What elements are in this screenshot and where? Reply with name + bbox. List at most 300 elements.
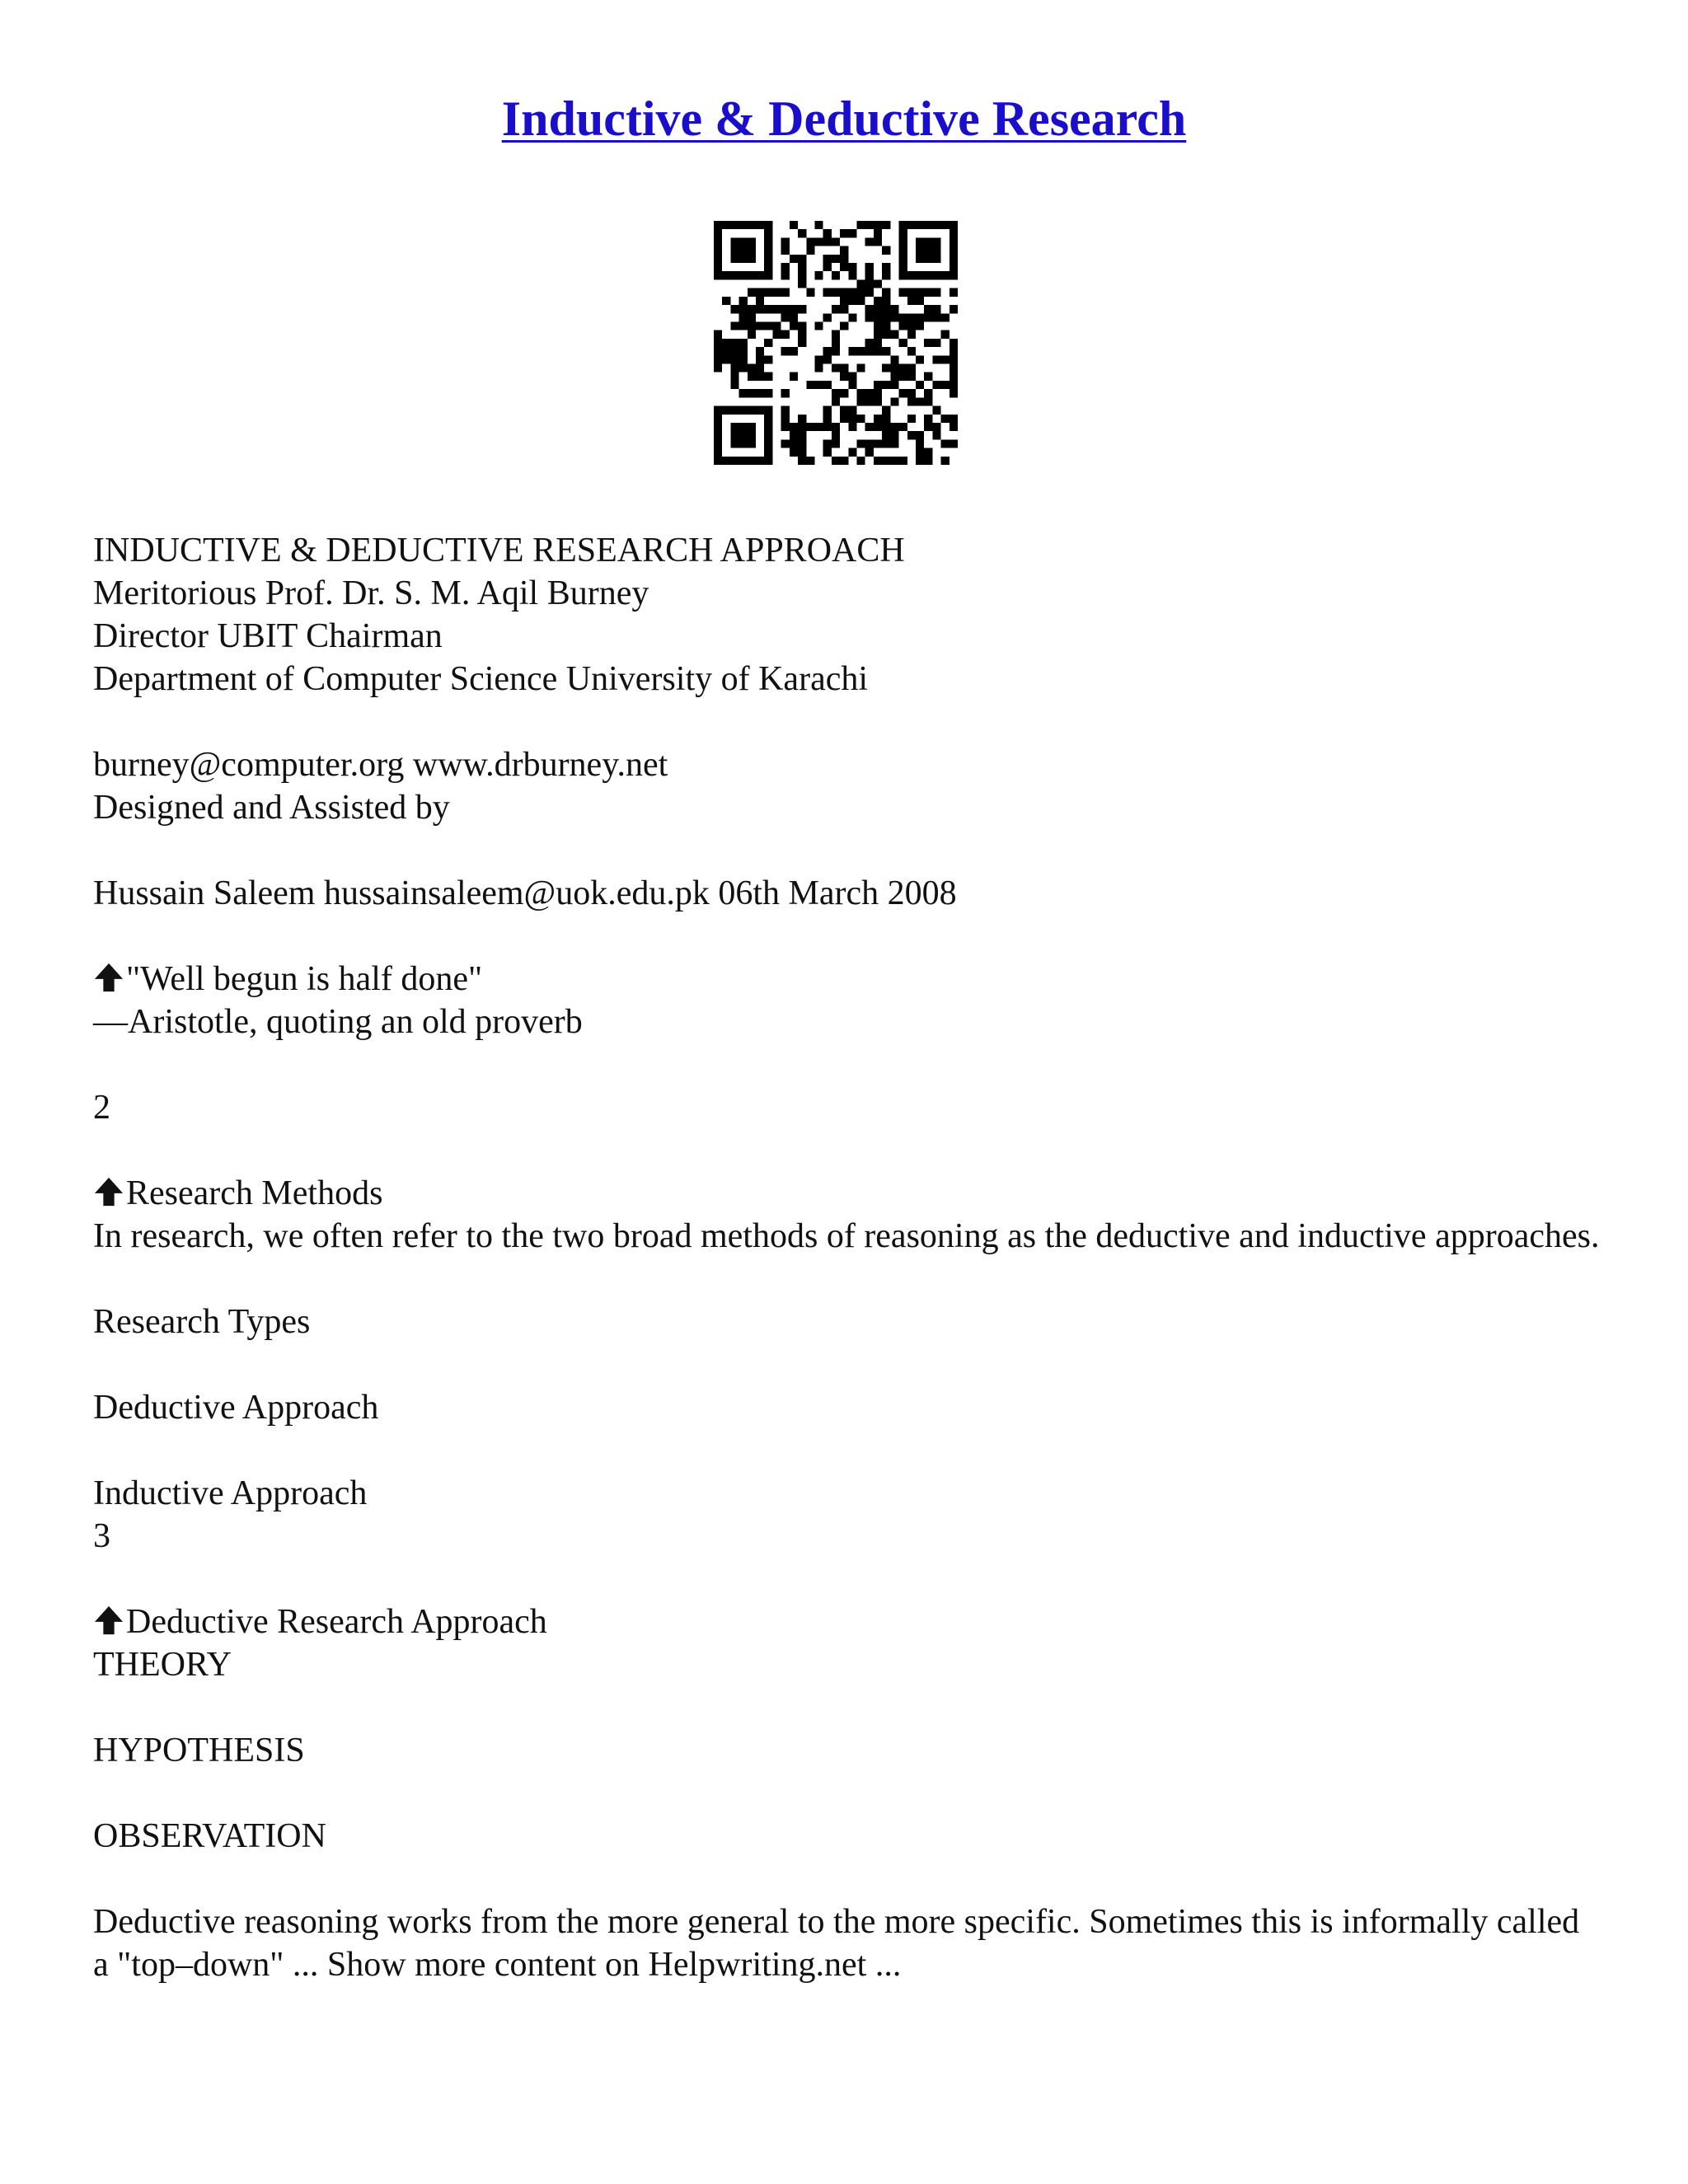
qr-module: [874, 439, 882, 448]
qr-module: [798, 271, 806, 279]
qr-module: [950, 263, 958, 271]
page-title: [0, 89, 1688, 148]
qr-module: [823, 347, 832, 355]
qr-module: [950, 271, 958, 279]
spacer: [93, 1558, 1601, 1601]
qr-module: [932, 288, 940, 297]
qr-module: [823, 423, 832, 431]
qr-module: [764, 439, 772, 448]
qr-module: [772, 288, 781, 297]
qr-module: [781, 389, 790, 397]
qr-module: [722, 457, 730, 465]
qr-module: [840, 415, 848, 423]
qr-module: [874, 397, 882, 405]
qr-module: [756, 297, 764, 305]
qr-module: [865, 288, 874, 297]
qr-module: [874, 457, 882, 465]
qr-module: [941, 355, 950, 363]
qr-module: [907, 415, 916, 423]
qr-module: [916, 313, 924, 321]
qr-module: [739, 321, 748, 330]
qr-module: [781, 415, 790, 423]
qr-module: [798, 305, 806, 313]
qr-module: [950, 423, 958, 431]
qr-module: [840, 229, 848, 237]
qr-module: [714, 406, 722, 415]
qr-module: [781, 305, 790, 313]
qr-module: [840, 389, 848, 397]
qr-module: [865, 439, 874, 448]
spacer: [93, 701, 1601, 743]
qr-module: [730, 221, 738, 229]
qr-module: [899, 263, 907, 271]
qr-module: [890, 364, 898, 373]
up-arrow-icon: [93, 1176, 124, 1207]
qr-module: [798, 279, 806, 288]
qr-module: [832, 347, 840, 355]
qr-module: [899, 321, 907, 330]
up-arrow-icon: [93, 1605, 124, 1636]
qr-module: [907, 373, 916, 381]
qr-module: [714, 221, 722, 229]
qr-module: [907, 221, 916, 229]
qr-module: [848, 373, 856, 381]
header-heading: INDUCTIVE & DEDUCTIVE RESEARCH APPROACH: [93, 532, 905, 569]
qr-module: [941, 457, 950, 465]
qr-module: [840, 263, 848, 271]
qr-module: [907, 389, 916, 397]
qr-module: [832, 431, 840, 439]
qr-module: [814, 237, 823, 246]
qr-module: [907, 321, 916, 330]
qr-module: [848, 347, 856, 355]
qr-module: [764, 321, 772, 330]
qr-module: [756, 321, 764, 330]
qr-module: [798, 439, 806, 448]
qr-module: [932, 313, 940, 321]
qr-module: [899, 246, 907, 255]
slide-quote-line: [93, 958, 1601, 1001]
qr-module: [857, 364, 865, 373]
qr-module: [748, 406, 756, 415]
qr-module: [882, 439, 890, 448]
document-body: [93, 529, 1601, 1986]
qr-module: [857, 389, 865, 397]
qr-module: [857, 288, 865, 297]
qr-module: [865, 389, 874, 397]
qr-module: [823, 448, 832, 457]
quote-text: "Well begun is half done": [126, 960, 483, 998]
qr-module: [730, 406, 738, 415]
qr-module: [857, 347, 865, 355]
qr-module: [950, 339, 958, 347]
qr-module: [899, 364, 907, 373]
qr-module: [840, 364, 848, 373]
qr-module: [790, 221, 798, 229]
qr-module: [730, 339, 738, 347]
qr-module: [865, 305, 874, 313]
qr-module: [781, 263, 790, 271]
qr-module: [840, 246, 848, 255]
spacer: [93, 915, 1601, 958]
qr-module: [756, 406, 764, 415]
qr-module: [798, 448, 806, 457]
qr-module: [848, 415, 856, 423]
qr-module: [882, 271, 890, 279]
qr-module: [907, 431, 916, 439]
qr-module: [899, 313, 907, 321]
qr-module: [739, 221, 748, 229]
qr-module: [764, 263, 772, 271]
qr-module: [714, 246, 722, 255]
qr-module: [764, 355, 772, 363]
qr-module: [840, 255, 848, 263]
qr-module: [874, 305, 882, 313]
qr-module: [882, 406, 890, 415]
qr-module: [916, 431, 924, 439]
qr-module: [874, 415, 882, 423]
qr-module: [865, 263, 874, 271]
qr-module: [882, 221, 890, 229]
qr-module: [924, 221, 932, 229]
qr-module: [722, 221, 730, 229]
qr-module: [790, 305, 798, 313]
qr-module: [739, 297, 748, 305]
qr-module: [764, 457, 772, 465]
author-department: Department of Computer Science University of Karachi: [93, 660, 869, 698]
qr-module: [756, 221, 764, 229]
qr-module: [714, 263, 722, 271]
qr-module: [714, 330, 722, 339]
qr-module: [714, 255, 722, 263]
qr-module: [748, 305, 756, 313]
qr-module: [950, 355, 958, 363]
qr-module: [840, 373, 848, 381]
qr-module: [764, 448, 772, 457]
qr-module: [907, 288, 916, 297]
qr-module: [916, 271, 924, 279]
qr-module: [950, 364, 958, 373]
qr-module: [832, 457, 840, 465]
qr-module: [756, 271, 764, 279]
qr-module: [756, 364, 764, 373]
qr-module: [899, 339, 907, 347]
qr-module: [874, 381, 882, 389]
qr-module: [781, 439, 790, 448]
qr-module: [932, 381, 940, 389]
qr-module: [848, 423, 856, 431]
qr-module: [714, 355, 722, 363]
qr-module: [857, 221, 865, 229]
qr-module: [764, 246, 772, 255]
qr-module: [950, 221, 958, 229]
slide-paragraph: Deductive reasoning works from the more general to the more specific. Sometimes this is informally called a "top–down" ... Show more content on Helpwriting.net ...: [93, 1903, 1580, 1984]
qr-module: [874, 423, 882, 431]
qr-module: [814, 364, 823, 373]
qr-module: [932, 271, 940, 279]
qr-module: [832, 339, 840, 347]
qr-module: [865, 347, 874, 355]
hypothesis-label: HYPOTHESIS: [93, 1732, 305, 1769]
qr-module: [730, 457, 738, 465]
qr-module: [748, 439, 756, 448]
qr-module: [941, 271, 950, 279]
qr-module: [874, 221, 882, 229]
qr-module: [932, 339, 940, 347]
qr-module: [823, 255, 832, 263]
qr-module: [832, 364, 840, 373]
qr-module: [916, 288, 924, 297]
qr-module: [756, 373, 764, 381]
qr-module: [932, 221, 940, 229]
qr-module: [832, 330, 840, 339]
qr-module: [764, 373, 772, 381]
qr-module: [798, 431, 806, 439]
qr-module: [882, 364, 890, 373]
qr-module: [832, 389, 840, 397]
qr-module: [916, 448, 924, 457]
qr-module: [714, 229, 722, 237]
qr-module: [739, 255, 748, 263]
qr-module: [848, 313, 856, 321]
author-contact: burney@computer.org www.drburney.net: [93, 746, 668, 784]
qr-module: [882, 288, 890, 297]
qr-module: [739, 313, 748, 321]
qr-module: [874, 229, 882, 237]
qr-module: [739, 457, 748, 465]
qr-module: [790, 255, 798, 263]
qr-module: [806, 237, 814, 246]
qr-module: [874, 330, 882, 339]
qr-module: [823, 355, 832, 363]
qr-module: [832, 439, 840, 448]
qr-module: [790, 313, 798, 321]
qr-module: [874, 389, 882, 397]
qr-module: [739, 305, 748, 313]
spacer: [93, 1686, 1601, 1729]
qr-module: [764, 271, 772, 279]
qr-module: [832, 397, 840, 405]
qr-module: [916, 297, 924, 305]
qr-module: [857, 457, 865, 465]
qr-module: [823, 406, 832, 415]
qr-module: [730, 271, 738, 279]
qr-module: [924, 255, 932, 263]
qr-module: [941, 313, 950, 321]
qr-module: [823, 263, 832, 271]
qr-module: [950, 305, 958, 313]
qr-module: [882, 330, 890, 339]
qr-module: [764, 305, 772, 313]
qr-module: [840, 457, 848, 465]
qr-module: [882, 381, 890, 389]
theory-label: THEORY: [93, 1646, 232, 1684]
qr-module: [748, 457, 756, 465]
qr-code-icon: [714, 221, 958, 465]
qr-module: [832, 255, 840, 263]
qr-module: [764, 288, 772, 297]
qr-module: [739, 423, 748, 431]
qr-module: [730, 431, 738, 439]
qr-module: [932, 305, 940, 313]
qr-module: [730, 381, 738, 389]
qr-module: [798, 263, 806, 271]
qr-module: [924, 415, 932, 423]
qr-module: [874, 347, 882, 355]
qr-module: [907, 297, 916, 305]
qr-module: [890, 423, 898, 431]
qr-module: [916, 397, 924, 405]
qr-module: [924, 271, 932, 279]
qr-module: [739, 406, 748, 415]
qr-module: [848, 297, 856, 305]
qr-module: [916, 221, 924, 229]
qr-module: [806, 381, 814, 389]
qr-module: [730, 255, 738, 263]
qr-module: [739, 339, 748, 347]
qr-module: [890, 373, 898, 381]
qr-module: [798, 255, 806, 263]
research-types: Research Types: [93, 1303, 311, 1341]
qr-module: [781, 271, 790, 279]
qr-module: [899, 237, 907, 246]
qr-module: [748, 373, 756, 381]
qr-module: [924, 457, 932, 465]
qr-module: [924, 389, 932, 397]
qr-module: [714, 448, 722, 457]
spacer: [93, 1343, 1601, 1386]
qr-module: [890, 330, 898, 339]
qr-module: [874, 237, 882, 246]
title-link[interactable]: Inductive & Deductive Research: [501, 91, 1187, 146]
qr-module: [932, 237, 940, 246]
qr-module: [907, 271, 916, 279]
qr-module: [823, 381, 832, 389]
qr-module: [899, 373, 907, 381]
qr-module: [823, 313, 832, 321]
qr-module: [748, 389, 756, 397]
spacer: [93, 1043, 1601, 1086]
qr-module: [950, 347, 958, 355]
qr-module: [756, 389, 764, 397]
qr-module: [882, 423, 890, 431]
qr-module: [907, 397, 916, 405]
qr-module: [798, 339, 806, 347]
qr-module: [748, 313, 756, 321]
qr-module: [714, 364, 722, 373]
qr-module: [823, 415, 832, 423]
qr-module: [857, 397, 865, 405]
qr-module: [950, 288, 958, 297]
qr-module: [865, 313, 874, 321]
qr-module: [916, 321, 924, 330]
qr-module: [722, 355, 730, 363]
qr-module: [950, 255, 958, 263]
qr-module: [916, 246, 924, 255]
qr-module: [899, 457, 907, 465]
spacer: [93, 1258, 1601, 1301]
qr-module: [924, 288, 932, 297]
qr-module: [857, 415, 865, 423]
qr-module: [932, 423, 940, 431]
qr-module: [916, 457, 924, 465]
qr-module: [950, 229, 958, 237]
qr-module: [739, 431, 748, 439]
qr-module: [823, 237, 832, 246]
qr-module: [907, 330, 916, 339]
qr-module: [814, 355, 823, 363]
qr-module: [748, 423, 756, 431]
qr-module: [924, 305, 932, 313]
qr-module: [823, 288, 832, 297]
qr-module: [950, 237, 958, 246]
qr-module: [714, 415, 722, 423]
qr-module: [932, 246, 940, 255]
qr-module: [924, 246, 932, 255]
qr-module: [790, 423, 798, 431]
qr-module: [874, 313, 882, 321]
qr-module: [798, 330, 806, 339]
qr-module: [941, 330, 950, 339]
author-position: Director UBIT Chairman: [93, 617, 443, 655]
qr-module: [941, 415, 950, 423]
qr-module: [848, 406, 856, 415]
page-number: 3: [93, 1517, 110, 1555]
qr-module: [772, 305, 781, 313]
qr-module: [950, 381, 958, 389]
qr-module: [772, 330, 781, 339]
qr-module: [748, 255, 756, 263]
qr-module: [950, 439, 958, 448]
qr-module: [865, 279, 874, 288]
slide-heading: Deductive Research Approach: [126, 1603, 547, 1641]
slide-paragraph: In research, we often refer to the two broad methods of reasoning as the deductive and inductive approaches.: [93, 1217, 1600, 1255]
qr-module: [848, 448, 856, 457]
inductive-approach: Inductive Approach: [93, 1474, 368, 1512]
qr-module: [790, 431, 798, 439]
qr-module: [730, 237, 738, 246]
qr-module: [882, 263, 890, 271]
qr-module: [814, 423, 823, 431]
qr-module: [756, 457, 764, 465]
slide-heading-line: [93, 1172, 1601, 1215]
qr-module: [714, 457, 722, 465]
qr-module: [798, 321, 806, 330]
qr-module: [941, 439, 950, 448]
qr-module: [764, 237, 772, 246]
qr-module: [865, 237, 874, 246]
qr-module: [748, 288, 756, 297]
qr-module: [748, 364, 756, 373]
qr-module: [832, 288, 840, 297]
qr-module: [823, 229, 832, 237]
qr-module: [832, 423, 840, 431]
qr-module: [814, 321, 823, 330]
qr-module: [916, 381, 924, 389]
qr-module: [814, 271, 823, 279]
qr-module: [798, 457, 806, 465]
qr-module: [865, 221, 874, 229]
qr-module: [832, 305, 840, 313]
qr-module: [798, 423, 806, 431]
qr-module: [730, 355, 738, 363]
qr-module: [890, 305, 898, 313]
qr-module: [950, 389, 958, 397]
qr-module: [899, 288, 907, 297]
qr-module: [730, 373, 738, 381]
qr-module: [865, 448, 874, 457]
qr-module: [882, 347, 890, 355]
